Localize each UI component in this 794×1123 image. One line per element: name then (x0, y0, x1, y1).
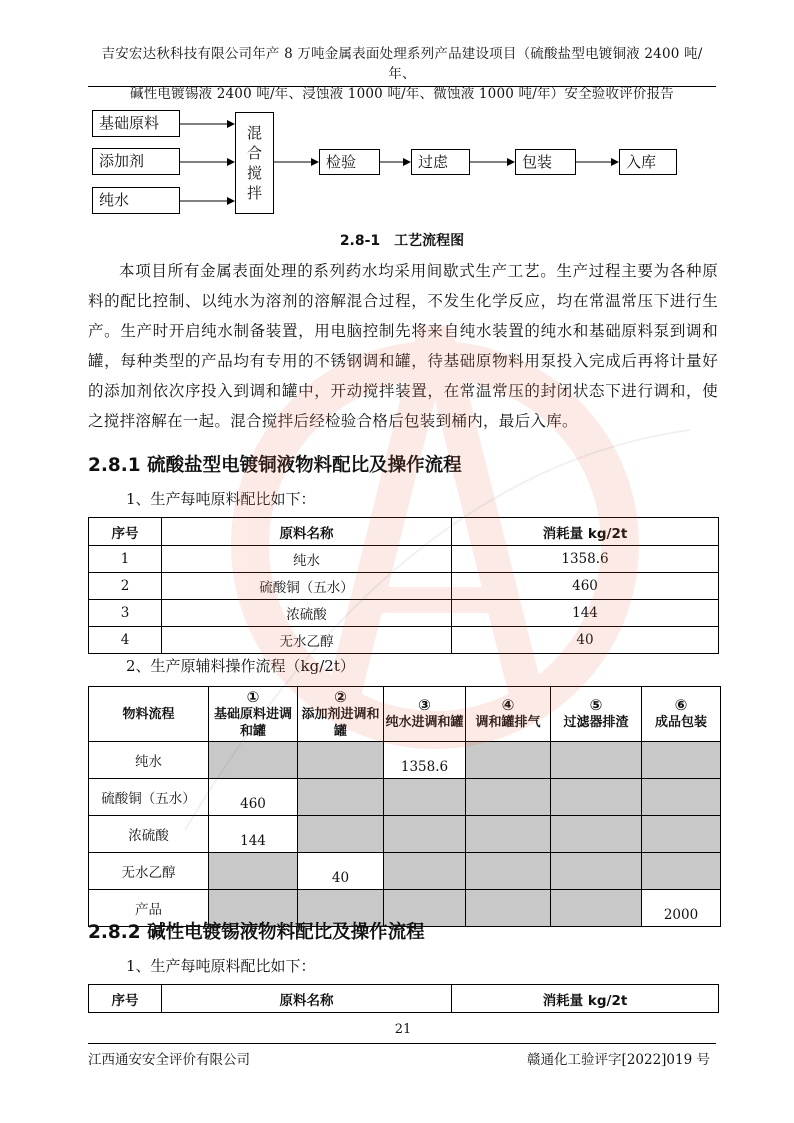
cell-step-5 (551, 816, 642, 853)
col-header-step-3: ③ 纯水进调和罐 (384, 687, 466, 742)
subheading-operation-flow: 2、生产原辅料操作流程（kg/2t） (126, 657, 355, 675)
cell-step-1 (209, 742, 298, 779)
header-line-1: 吉安宏达秋科技有限公司年产 8 万吨金属表面处理系列产品建设项目（硫酸盐型电镀铜液 2400 吨/年、 (101, 46, 703, 82)
cell-step-4 (466, 742, 551, 779)
cell-step-3 (384, 853, 466, 890)
cell-consumption: 460 (452, 573, 719, 600)
footer-company: 江西通安安全评价有限公司 (88, 1052, 250, 1068)
cell-step-4 (466, 816, 551, 853)
flow-step-storage: 入库 (619, 149, 677, 175)
col-header-consumption: 消耗量 kg/2t (452, 985, 719, 1013)
col-header-material: 原料名称 (162, 985, 452, 1013)
subheading-ratio-2: 1、生产每吨原料配比如下： (126, 957, 316, 975)
flow-step-inspection: 检验 (319, 149, 380, 175)
cell-step-4 (466, 779, 551, 816)
cell-step-3 (384, 779, 466, 816)
col-header-step-6: ⑥ 成品包装 (642, 687, 721, 742)
cell-material: 纯水 (162, 546, 452, 573)
subheading-ratio: 1、生产每吨原料配比如下： (126, 490, 316, 508)
cell-step-5 (551, 890, 642, 927)
cell-step-5 (551, 779, 642, 816)
col-header-step-5: ⑤ 过滤器排渣 (551, 687, 642, 742)
cell-seq: 4 (89, 627, 162, 654)
cell-step-1: 144 (209, 816, 298, 853)
cell-step-1 (209, 853, 298, 890)
cell-step-5 (551, 742, 642, 779)
cell-step-2: 40 (298, 853, 384, 890)
material-ratio-table-2 (88, 984, 719, 1013)
section-heading-2-8-2: 2.8.2 碱性电镀锡液物料配比及操作流程 (88, 922, 425, 943)
flow-step-packaging: 包装 (515, 149, 576, 175)
row-material-name: 产品 (89, 890, 209, 927)
mix-char-1: 混 (246, 124, 262, 142)
cell-step-6 (642, 779, 721, 816)
footer-rule (88, 1043, 716, 1044)
row-material-name: 无水乙醇 (89, 853, 209, 890)
row-material-name: 硫酸铜（五水） (89, 779, 209, 816)
material-ratio-table (88, 517, 719, 654)
flow-input-base-material: 基础原料 (92, 110, 180, 137)
footer-report-number: 赣通化工验评字[2022]019 号 (527, 1052, 710, 1068)
cell-seq: 1 (89, 546, 162, 573)
table-header-row (89, 518, 719, 546)
col-header-step-2: ② 添加剂进调和罐 (298, 687, 384, 742)
cell-step-5 (551, 853, 642, 890)
table-header-row (89, 687, 721, 742)
table-header-row (89, 985, 719, 1013)
col-header-material: 原料名称 (162, 518, 452, 546)
cell-step-6 (642, 816, 721, 853)
cell-step-3: 1358.6 (384, 742, 466, 779)
col-header-step-4: ④ 调和罐排气 (466, 687, 551, 742)
cell-step-2 (298, 742, 384, 779)
flow-step-filter: 过虑 (411, 149, 470, 175)
cell-step-6: 2000 (642, 890, 721, 927)
mix-char-3: 搅 (246, 164, 262, 182)
col-header-seq: 序号 (89, 985, 162, 1013)
cell-seq: 3 (89, 600, 162, 627)
cell-step-2 (298, 816, 384, 853)
cell-consumption: 1358.6 (452, 546, 719, 573)
process-description-paragraph: 本项目所有金属表面处理的系列药水均采用间歇式生产工艺。生产过程主要为各种原料的配比控制、以纯水为溶剂的溶解混合过程，不发生化学反应，均在常温常压下进行生产。生产时开启纯水制备装置，用电脑控制先将来自纯水装置的纯水和基础原料泵到调和罐，每种类型的产品均有专用的不锈钢调和罐，待基础原物料用泵投入完成后再将计量好的添加剂依次序投入到调和罐中，开动搅拌装置，在常温常压的封闭状态下进行调和，使之搅拌溶解在一起。混合搅拌后经检验合格后包装到桶内，最后入库。 (88, 262, 718, 430)
operation-flow-table (88, 686, 721, 927)
table-row (89, 779, 721, 816)
cell-step-4 (466, 853, 551, 890)
flow-mix-stir-box (235, 112, 274, 214)
col-header-consumption: 消耗量 kg/2t (452, 518, 719, 546)
table-row (89, 816, 721, 853)
table-row (89, 546, 719, 573)
cell-step-4 (466, 890, 551, 927)
cell-seq: 2 (89, 573, 162, 600)
table-row (89, 627, 719, 654)
page-number: 21 (394, 1022, 412, 1037)
row-material-name: 纯水 (89, 742, 209, 779)
col-header-material-flow: 物料流程 (89, 687, 209, 742)
table-row (89, 853, 721, 890)
mix-char-4: 拌 (246, 184, 262, 202)
cell-step-3 (384, 816, 466, 853)
header-line-2: 碱性电镀锡液 2400 吨/年、浸蚀液 1000 吨/年、微蚀液 1000 吨/年）安全验收评价报告 (130, 86, 674, 102)
cell-step-1: 460 (209, 779, 298, 816)
cell-step-6 (642, 742, 721, 779)
flow-input-additive: 添加剂 (92, 148, 180, 175)
cell-consumption: 144 (452, 600, 719, 627)
cell-material: 硫酸铜（五水） (162, 573, 452, 600)
col-header-step-1: ① 基础原料进调和罐 (209, 687, 298, 742)
cell-material: 浓硫酸 (162, 600, 452, 627)
cell-material: 无水乙醇 (162, 627, 452, 654)
cell-consumption: 40 (452, 627, 719, 654)
mix-char-2: 合 (246, 144, 262, 162)
figure-caption: 2.8-1 工艺流程图 (339, 233, 465, 249)
table-row (89, 742, 721, 779)
row-material-name: 浓硫酸 (89, 816, 209, 853)
table-row (89, 600, 719, 627)
flow-input-pure-water: 纯水 (92, 187, 180, 214)
col-header-seq: 序号 (89, 518, 162, 546)
section-heading-2-8-1: 2.8.1 硫酸盐型电镀铜液物料配比及操作流程 (88, 455, 462, 476)
cell-step-6 (642, 853, 721, 890)
cell-step-2 (298, 779, 384, 816)
table-row (89, 573, 719, 600)
